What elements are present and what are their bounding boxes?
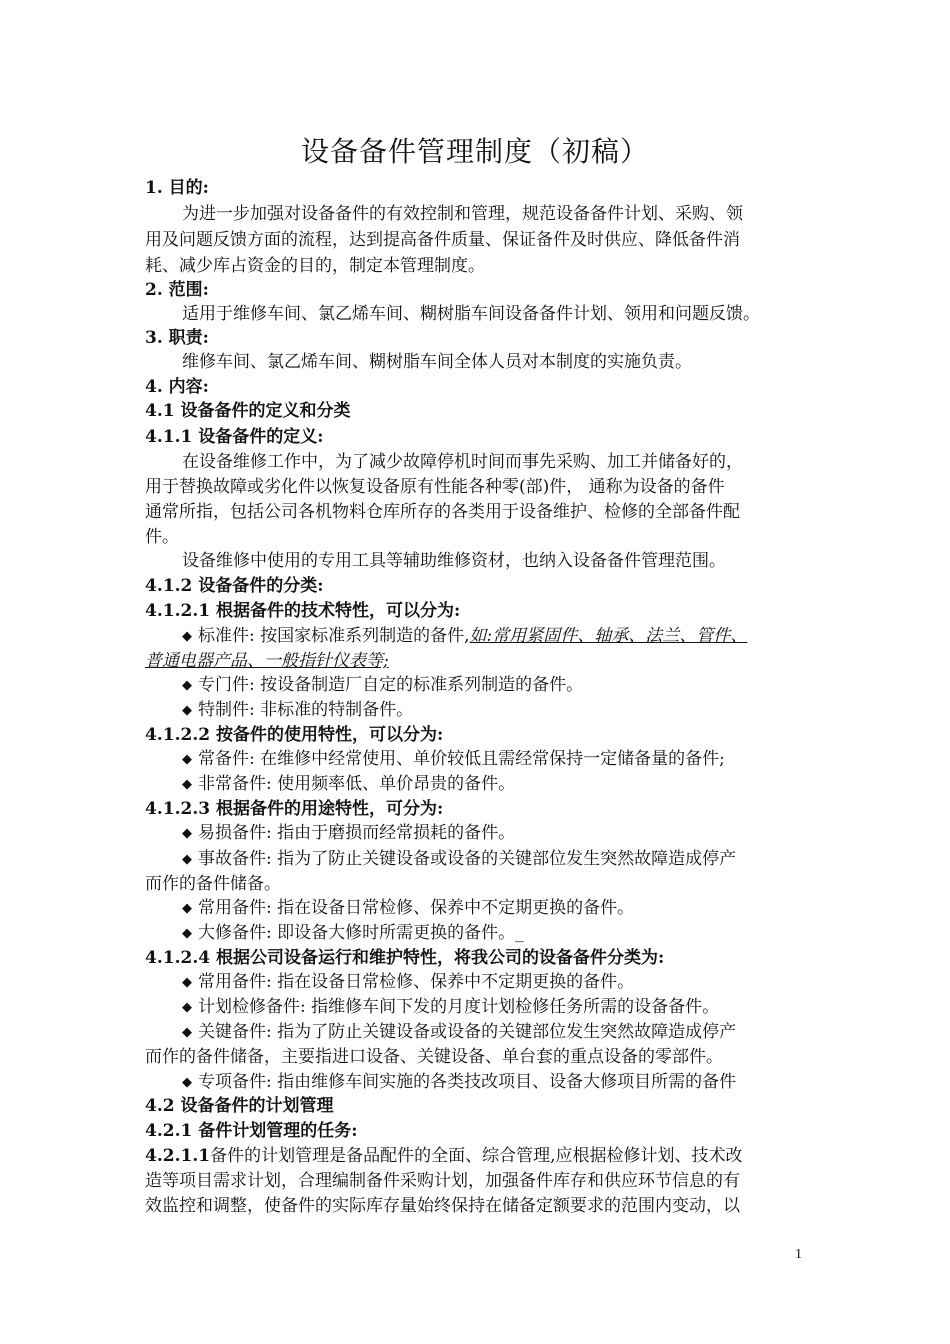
paragraph-line: 为进一步加强对设备备件的有效控制和管理，规范设备备件计划、采购、领 — [182, 204, 743, 224]
section-heading: 2. 范围: — [145, 280, 209, 300]
page-number: 1 — [795, 1247, 802, 1262]
subsection-heading: 4.1.2.1 根据备件的技术特性，可以分为: — [145, 601, 461, 621]
diamond-icon: ◆ — [182, 826, 192, 841]
list-item-text: 常备件: 在维修中经常使用、单价较低且需经常保持一定储备量的备件; — [198, 749, 725, 769]
paragraph-line: 件。 — [145, 527, 179, 547]
list-item-text: 特制件: 非标准的特制备件。 — [198, 700, 414, 720]
diamond-icon: ◆ — [182, 1075, 192, 1090]
paragraph-line: 效监控和调整，使备件的实际库存量始终保持在储备定额要求的范围内变动，以 — [145, 1196, 740, 1216]
diamond-icon: ◆ — [182, 703, 192, 718]
subsection-heading: 4.1.2 设备备件的分类: — [145, 576, 324, 596]
diamond-icon: ◆ — [182, 752, 192, 767]
list-item — [182, 772, 515, 798]
list-item — [182, 896, 634, 922]
list-item — [182, 1070, 736, 1096]
list-item — [182, 624, 747, 650]
list-item — [182, 747, 725, 773]
diamond-icon: ◆ — [182, 901, 192, 916]
paragraph-line: 造等项目需求计划，合理编制备件采购计划，加强备件库存和供应环节信息的有 — [145, 1171, 740, 1191]
paragraph-text: 备件的计划管理是备品配件的全面、综合管理,应根据检修计划、技术改 — [210, 1146, 743, 1166]
list-item-text: 常用备件: 指在设备日常检修、保养中不定期更换的备件。 — [198, 972, 635, 992]
list-item-text: 专门件: 按设备制造厂自定的标准系列制造的备件。 — [198, 675, 584, 695]
subsection-heading: 4.1 设备备件的定义和分类 — [145, 401, 351, 421]
section-heading: 4. 内容: — [145, 377, 209, 397]
diamond-icon: ◆ — [182, 975, 192, 990]
list-item-continuation: 而作的备件储备。 — [145, 874, 281, 894]
document-title: 设备备件管理制度（初稿） — [300, 135, 649, 168]
clause-number: 4.2.1.1 — [145, 1146, 211, 1166]
subsection-heading: 4.1.1 设备备件的定义: — [145, 427, 324, 447]
list-item — [182, 673, 583, 699]
paragraph-line: 维修车间、氯乙烯车间、糊树脂车间全体人员对本制度的实施负责。 — [182, 352, 692, 372]
paragraph-line: 用于替换故障或劣化件以恢复设备原有性能各种零(部)件， 通称为设备的备件 — [145, 477, 725, 497]
list-item-text: 非常备件: 使用频率低、单价昂贵的备件。 — [198, 774, 516, 794]
list-item — [182, 995, 719, 1021]
section-heading: 3. 职责: — [145, 328, 209, 348]
section-heading: 1. 目的: — [145, 178, 209, 198]
list-item-text: 事故备件: 指为了防止关键设备或设备的关键部位发生突然故障造成停产 — [198, 849, 737, 869]
list-item-emphasis: 如:常用紧固件、轴承、法兰、管件、 — [469, 626, 748, 646]
subsection-heading: 4.1.2.3 根据备件的用途特性，可分为: — [145, 799, 444, 819]
diamond-icon: ◆ — [182, 852, 192, 867]
list-item — [182, 921, 524, 947]
list-item-emphasis: 普通电器产品、一般指针仪表等; — [145, 651, 389, 671]
list-item — [182, 821, 515, 847]
list-item-text: 易损备件: 指由于磨损而经常损耗的备件。 — [198, 823, 516, 843]
diamond-icon: ◆ — [182, 926, 192, 941]
list-item — [182, 698, 413, 724]
paragraph-line: 设备维修中使用的专用工具等辅助维修资材，也纳入设备备件管理范围。 — [182, 551, 726, 571]
list-item-text: 计划检修备件: 指维修车间下发的月度计划检修任务所需的设备备件。 — [198, 997, 720, 1017]
paragraph-line: 通常所指，包括公司各机物料仓库所存的各类用于设备维护、检修的全部备件配 — [145, 502, 740, 522]
paragraph-line: 在设备维修工作中，为了减少故障停机时间而事先采购、加工并储备好的， — [182, 452, 743, 472]
paragraph-line — [145, 1144, 742, 1168]
paragraph-line: 耗、减少库占资金的目的，制定本管理制度。 — [145, 256, 485, 276]
list-item-text: 专项备件: 指由维修车间实施的各类技改项目、设备大修项目所需的备件 — [198, 1072, 737, 1092]
paragraph-line: 用及问题反馈方面的流程，达到提高备件质量、保证备件及时供应、降低备件消 — [145, 230, 740, 250]
subsection-heading: 4.1.2.2 按备件的使用特性，可以分为: — [145, 725, 444, 745]
list-item-text: 常用备件: 指在设备日常检修、保养中不定期更换的备件。 — [198, 898, 635, 918]
subsection-heading: 4.1.2.4 根据公司设备运行和维护特性，将我公司的设备备件分类为: — [145, 948, 665, 968]
list-item-text: 大修备件: 即设备大修时所需更换的备件。_ — [198, 923, 524, 943]
diamond-icon: ◆ — [182, 777, 192, 792]
paragraph-line: 适用于维修车间、氯乙烯车间、糊树脂车间设备备件计划、领用和问题反馈。 — [182, 304, 760, 324]
diamond-icon: ◆ — [182, 1000, 192, 1015]
list-item-text: 标准件: 按国家标准系列制造的备件, — [198, 626, 470, 646]
list-item — [182, 847, 736, 873]
subsection-heading: 4.2 设备备件的计划管理 — [145, 1096, 334, 1116]
subsection-heading: 4.2.1 备件计划管理的任务: — [145, 1121, 358, 1141]
diamond-icon: ◆ — [182, 629, 192, 644]
list-item — [182, 970, 634, 996]
diamond-icon: ◆ — [182, 1025, 192, 1040]
list-item — [182, 1020, 736, 1046]
diamond-icon: ◆ — [182, 678, 192, 693]
list-item-continuation — [145, 649, 389, 673]
list-item-continuation: 而作的备件储备，主要指进口设备、关键设备、单台套的重点设备的零部件。 — [145, 1047, 723, 1067]
list-item-text: 关键备件: 指为了防止关键设备或设备的关键部位发生突然故障造成停产 — [198, 1022, 737, 1042]
